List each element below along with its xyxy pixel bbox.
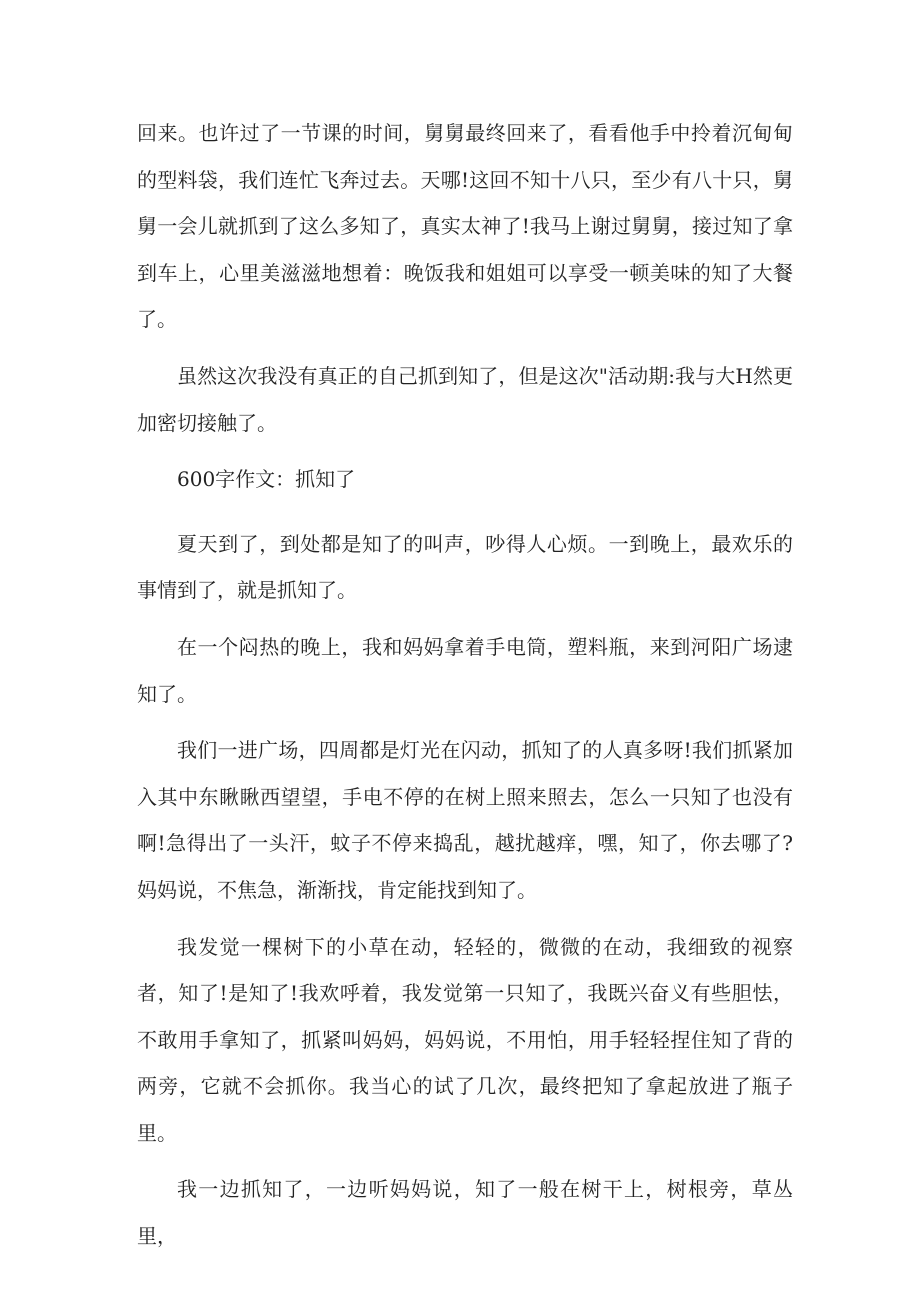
paragraph-discovery: 我发觉一棵树下的小草在动，轻轻的，微微的在动，我细致的视察者，知了!是知了!我欢呼着，我发觉第一只知了，我既兴奋义有些胆怯，不敢用手拿知了，抓紧叫妈妈，妈妈说，不用怕，用手轻轻捏住知了背的两旁，它就不会抓你。我当心的试了几次，最终把知了拿起放进了瓶子里。 [137, 934, 793, 1145]
paragraph-evening: 在一个闷热的晚上，我和妈妈拿着手电筒，塑料瓶，来到河阳广场逮知了。 [137, 634, 793, 706]
paragraph-summary: 虽然这次我没有真正的自己抓到知了，但是这次"活动期:我与大H然更加密切接触了。 [137, 363, 793, 435]
paragraph-learning: 我一边抓知了，一边听妈妈说，知了一般在树干上，树根旁，草丛里， [137, 1177, 793, 1249]
paragraph-continuation: 回来。也许过了一节课的时间，舅舅最终回来了，看看他手中拎着沉甸甸的型料袋，我们连忙飞奔过去。天哪!这回不知十八只，至少有八十只，舅舅一会儿就抓到了这么多知了，真实太神了!我马上谢过舅舅，接过知了拿到车上，心里美滋滋地想着：晚饭我和姐姐可以享受一顿美味的知了大餐了。 [137, 121, 793, 332]
paragraph-summer: 夏天到了，到处都是知了的叫声，吵得人心烦。一到晚上，最欢乐的事情到了，就是抓知了。 [137, 531, 793, 603]
document-body [137, 110, 793, 1270]
essay-title: 600字作文：抓知了 [177, 467, 356, 492]
paragraph-square: 我们一进广场，四周都是灯光在闪动，抓知了的人真多呀!我们抓紧加入其中东瞅瞅西望望，手电不停的在树上照来照去，怎么一只知了也没有啊!急得出了一头汗，蚊子不停来捣乱，越扰越痒，嘿，知了，你去哪了?妈妈说，不焦急，渐渐找，肯定能找到知了。 [137, 738, 793, 902]
